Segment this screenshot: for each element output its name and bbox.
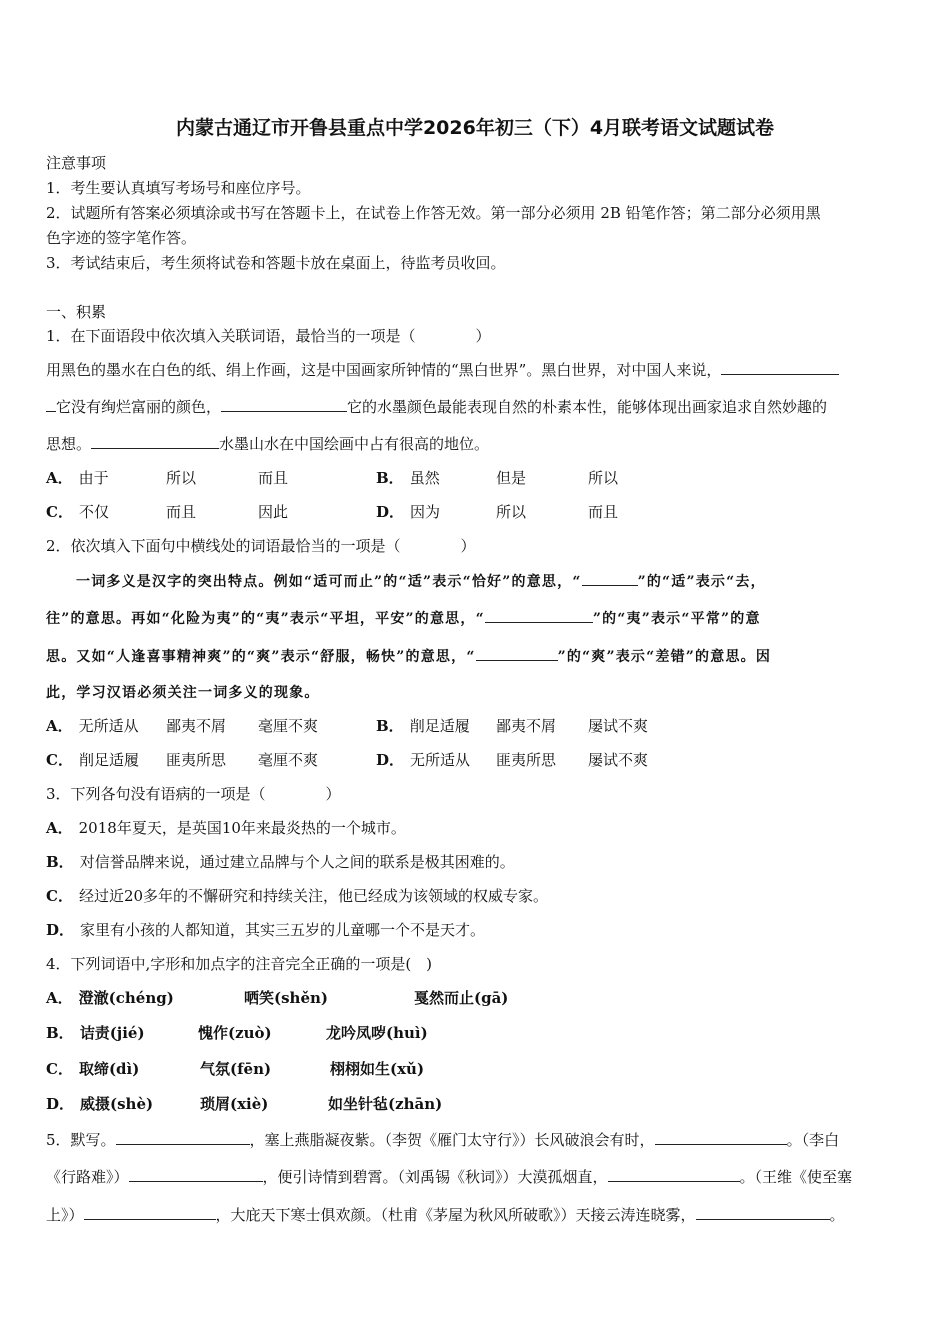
answer-blank[interactable]	[608, 1167, 740, 1182]
question-2-passage: 此，学习汉语必须关注一词多义的现象。	[46, 685, 320, 701]
question-2-stem: 2．依次填入下面句中横线处的词语最恰当的一项是（ ）	[46, 537, 476, 555]
answer-blank[interactable]	[221, 397, 347, 412]
option-a-word: 戛然而止(gā)	[414, 989, 509, 1007]
answer-blank[interactable]	[476, 646, 558, 661]
option-a-word: 而且	[258, 469, 289, 487]
question-1-passage: 思想。 水墨山水在中国绘画中占有很高的地位。	[46, 435, 490, 453]
notice-item: 1．考生要认真填写考场号和座位序号。	[46, 179, 311, 197]
option-c[interactable]: C． 削足适履	[46, 751, 139, 769]
option-d-word: 而且	[588, 503, 619, 521]
answer-blank[interactable]	[116, 1130, 250, 1145]
question-2-passage: 思。又如“人逢喜事精神爽”的“爽”表示“舒服，畅快”的意思，“ ”的“爽”表示“差错”的意思。因	[46, 646, 771, 667]
option-d-word: 匪夷所思	[496, 751, 557, 769]
option-d[interactable]: D． 无所适从	[376, 751, 471, 769]
option-c-word: 而且	[166, 503, 197, 521]
option-a[interactable]: A． 无所适从	[46, 717, 139, 735]
notice-item: 色字迹的签字笔作答。	[46, 229, 197, 247]
option-b[interactable]: B． 虽然	[376, 469, 440, 487]
option-d-word: 所以	[496, 503, 527, 521]
option-b[interactable]: B． 对信誉品牌来说，通过建立品牌与个人之间的联系是极其困难的。	[46, 853, 515, 871]
option-c-word: 毫厘不爽	[258, 751, 319, 769]
question-5-line: 《行路难》） ，便引诗情到碧霄。（刘禹锡《秋词》）大漠孤烟直， 。（王维《使至塞	[46, 1168, 853, 1186]
option-c-word: 气氛(fēn)	[200, 1060, 272, 1078]
section-heading: 一、积累	[46, 303, 107, 321]
option-a-word: 哂笑(shěn)	[244, 989, 328, 1007]
option-b-word: 屡试不爽	[588, 717, 649, 735]
option-a[interactable]: A． 由于	[46, 469, 109, 487]
option-a[interactable]: A． 2018年夏天，是英国10年来最炎热的一个城市。	[46, 819, 406, 837]
answer-blank[interactable]	[84, 1205, 216, 1220]
answer-blank[interactable]	[696, 1205, 830, 1220]
option-c-word: 因此	[258, 503, 289, 521]
option-d-word: 屡试不爽	[588, 751, 649, 769]
option-c-word: 匪夷所思	[166, 751, 227, 769]
option-d-word: 琐屑(xiè)	[200, 1095, 269, 1113]
option-c[interactable]: C． 取缔(dì)	[46, 1060, 140, 1078]
answer-blank[interactable]	[129, 1167, 263, 1182]
answer-blank[interactable]	[721, 360, 839, 375]
option-c[interactable]: C． 不仅	[46, 503, 109, 521]
exam-title: 内蒙古通辽市开鲁县重点中学2026年初三（下）4月联考语文试题试卷	[175, 117, 775, 139]
answer-blank[interactable]	[655, 1130, 787, 1145]
option-c-word: 栩栩如生(xǔ)	[330, 1060, 425, 1078]
notice-item: 2．试题所有答案必须填涂或书写在答题卡上，在试卷上作答无效。第一部分必须用 2B 铅笔作答；第二部分必须用黑	[46, 204, 821, 222]
option-a-word: 所以	[166, 469, 197, 487]
answer-blank[interactable]	[91, 434, 219, 449]
option-d[interactable]: D． 威摄(shè)	[46, 1095, 154, 1113]
answer-blank[interactable]	[46, 397, 56, 412]
option-b-word: 所以	[588, 469, 619, 487]
question-4-stem: 4．下列词语中,字形和加点字的注音完全正确的一项是( )	[46, 955, 433, 973]
question-5-line: 5．默写。 ，塞上燕脂凝夜紫。（李贺《雁门太守行》）长风破浪会有时， 。（李白	[46, 1131, 840, 1149]
option-b[interactable]: B． 削足适履	[376, 717, 470, 735]
answer-blank[interactable]	[485, 608, 593, 623]
question-1-passage: 用黑色的墨水在白色的纸、绢上作画，这是中国画家所钟情的“黑白世界”。黑白世界，对中国人来说，	[46, 360, 839, 380]
option-b-word: 但是	[496, 469, 527, 487]
option-d[interactable]: D． 家里有小孩的人都知道，其实三五岁的儿童哪一个不是天才。	[46, 921, 486, 939]
option-b[interactable]: B． 诘责(jié)	[46, 1024, 145, 1042]
option-b-word: 鄙夷不屑	[496, 717, 557, 735]
option-d-word: 如坐针毡(zhān)	[328, 1095, 443, 1113]
option-b-word: 龙吟凤哕(huì)	[326, 1024, 428, 1042]
question-1-stem: 1．在下面语段中依次填入关联词语，最恰当的一项是（ ）	[46, 327, 491, 345]
question-3-stem: 3．下列各句没有语病的一项是（ ）	[46, 785, 341, 803]
question-5-line: 上》） ，大庇天下寒士俱欢颜。（杜甫《茅屋为秋风所破歌》）天接云涛连晓雾， 。	[46, 1206, 845, 1224]
option-a[interactable]: A． 澄澈(chéng)	[46, 989, 174, 1007]
answer-blank[interactable]	[582, 571, 638, 586]
question-2-passage: 一词多义是汉字的突出特点。例如“适可而止”的“适”表示“恰好”的意思，“ ”的“适”表示“去，	[76, 571, 766, 592]
question-1-passage: 它没有绚烂富丽的颜色， 它的水墨颜色最能表现自然的朴素本性，能够体现出画家追求自然妙趣的	[46, 397, 827, 417]
option-a-word: 鄙夷不屑	[166, 717, 227, 735]
option-c[interactable]: C． 经过近20多年的不懈研究和持续关注，他已经成为该领域的权威专家。	[46, 887, 549, 905]
notice-item: 3．考试结束后，考生须将试卷和答题卡放在桌面上，待监考员收回。	[46, 254, 506, 272]
notice-heading: 注意事项	[46, 154, 107, 172]
question-2-passage: 往”的意思。再如“化险为夷”的“夷”表示“平坦，平安”的意思，“ ”的“夷”表示“平常”的意	[46, 608, 761, 629]
option-b-word: 愧作(zuò)	[198, 1024, 272, 1042]
option-a-word: 毫厘不爽	[258, 717, 319, 735]
option-d[interactable]: D． 因为	[376, 503, 441, 521]
